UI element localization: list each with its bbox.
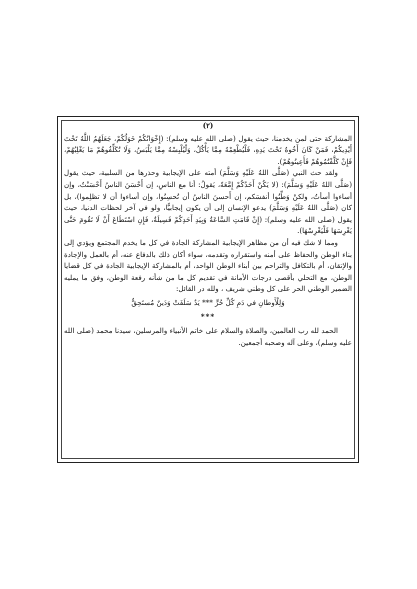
sermon-text — [64, 120, 352, 348]
paragraph-1: المشاركة حتى لمن يخدمنا، حيث يقول (صلى الله عليه وسلم): (إِخْوَانُكُمْ خَوَلُكُمْ، جَعَلَهُمُ اللَّهُ تَحْتَ أَيْدِيكُمْ، فَمَنْ كَانَ أَخُوهُ تَحْتَ يَدِهِ، فَلْيُطْعِمْهُ مِمَّا يَأْكُلُ، وَلْيُلْبِسْهُ مِمَّا يَلْبَسُ، وَلَا تُكَلِّفُوهُمْ مَا يَغْلِبُهُمْ، فَإِنْ كَلَّفْتُمُوهُمْ فَأَعِينُوهُمْ). — [64, 133, 352, 166]
paragraph-2: ولقد حث النبي (صَلَّى اللهُ عَلَيْهِ وَسَلَّمَ) أمته على الإيجابية وحذرها من السلبية، حيث يقول (صَلَّى اللهُ عَلَيْهِ وَسَلَّمَ): (لا يَكُنْ أَحَدُكُمْ إِمَّعَةً، يَقولُ: أنا مع الناسِ، إن أَحْسَنَ الناسُ أَحْسَنْتُ، وإن أساءوا أسأتُ، ولكنْ وَطِّنُوا أنفسَكم، إن أَحسنَ الناسُ أن تُحسِنُوا، وإن أساءوا أن لا تظلِموا)، بل كان (صَلَّى اللهُ عَلَيْهِ وَسَلَّمَ) يدعو الإنسان إلى أن يكون إيجابيًّا، ولو في آخر لحظات الدنيا، حيث يقول (صلى الله عليه وسلم): (إِنْ قَامَتِ السَّاعَةُ وَبِيَدِ أَحَدِكُمْ فَسِيلَةٌ، فَإِنِ اسْتَطَاعَ أَنْ لَا تَقُومَ حَتَّى يَغْرِسَهَا فَلْيَغْرِسْهَا). — [64, 168, 352, 236]
closing-paragraph: الحمد لله رب العالمين، والصلاة والسلام على خاتم الأنبياء والمرسلين، سيدنا محمد (صلى الله عليه وسلم)، وعلى آله وصحبه أجمعين. — [64, 326, 352, 347]
poem-verse: وَلِلْأَوطانِ في دَمِ كُلِّ حُرٍّ *** يَدٌ سَلَفَتْ وَدَينٌ مُستَحِقُّ — [131, 297, 285, 307]
paragraph-3: ومما لا شك فيه أن من مظاهر الإيجابية المشاركة الجادة في كل ما يخدم المجتمع ويؤدي إلى بناء الوطن والحفاظ على أمنه واستقراره وتقدمه، سواء أكان ذلك بالدفاع عنه، أم بالعمل والإجادة والإتقان، أم بالتكافل والتراحم بين أبناء الوطن الواحد، أم بالمشاركة الإيجابية الجادة في كل قضايا الوطن، مع التحلي بأقصى درجات الأمانة في تقديم كل ما من شأنه رفعة الوطن، وفق ما يمليه الضمير الوطني الحر على كل وطني شريف ، ولله در القائل: — [64, 237, 352, 294]
section-separator: *** — [200, 311, 216, 321]
page-number: (٢) — [202, 121, 214, 130]
